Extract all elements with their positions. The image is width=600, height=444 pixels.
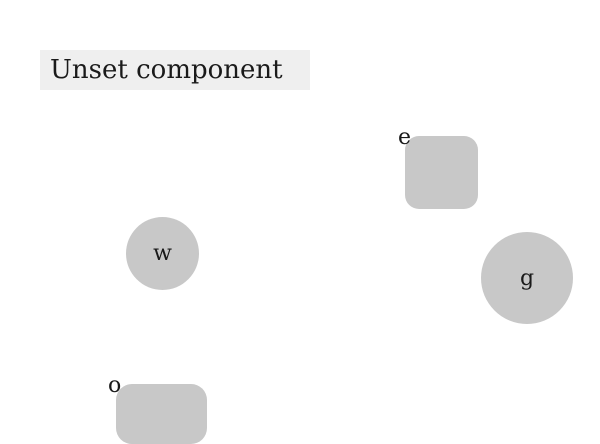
- rounded-square-o[interactable]: [116, 384, 207, 444]
- rounded-square-o-label: o: [108, 373, 122, 398]
- rounded-square-e[interactable]: [405, 136, 478, 209]
- rounded-square-e-label: e: [398, 125, 412, 150]
- unset-component-banner: Unset component: [40, 50, 310, 90]
- circle-g[interactable]: [481, 232, 573, 324]
- circle-w[interactable]: [126, 217, 199, 290]
- circle-w-label: w: [153, 241, 172, 266]
- circle-g-label: g: [519, 265, 535, 291]
